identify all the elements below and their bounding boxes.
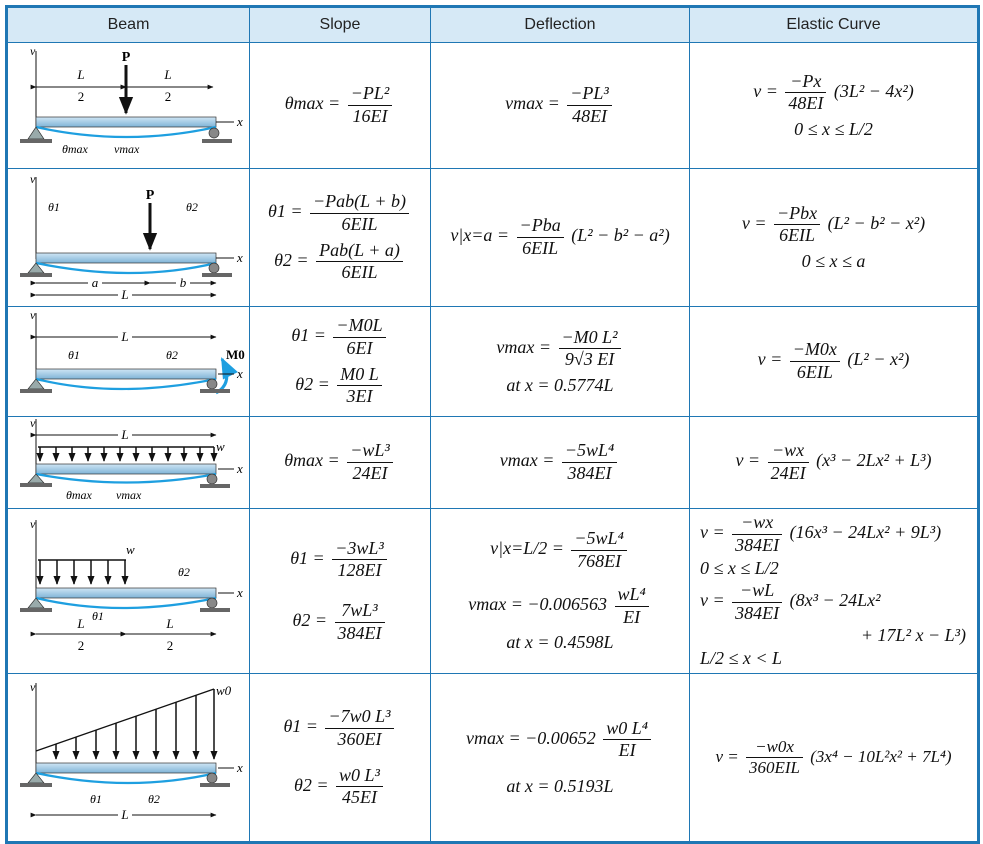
table-row — [7, 307, 979, 417]
deflection-equation-2 — [432, 584, 688, 628]
eq-lhs: θ2 = — [292, 610, 327, 631]
location-text: at x = 0.5193L — [506, 775, 614, 796]
load-label: P — [145, 188, 155, 203]
eq-lhs: θ1 = — [283, 716, 318, 737]
slope-cell — [250, 169, 431, 307]
slope-equation-1 — [251, 706, 429, 750]
numerator: −M0 L² — [559, 327, 621, 350]
denominator: 6EIL — [341, 262, 378, 283]
fraction — [768, 440, 809, 484]
denominator: 128EI — [337, 560, 382, 581]
denominator: 384EI — [567, 463, 612, 483]
eq-rest: (3L² − 4x²) — [833, 80, 914, 101]
dim1-label: L — [77, 67, 85, 82]
load-label: w — [126, 541, 135, 557]
numerator: −Pba — [517, 215, 564, 238]
deflection-cell — [431, 43, 690, 169]
eq-rest: (L² − b² − x²) — [827, 212, 926, 233]
eq-rest: (L² − x²) — [847, 349, 910, 370]
table-row — [7, 509, 979, 674]
elastic-equation — [715, 737, 951, 779]
fraction — [348, 83, 393, 127]
dim1-label: L — [77, 615, 85, 631]
eq-lhs: v = — [700, 590, 725, 611]
slope-equation-2 — [251, 765, 429, 809]
eq-rest: (L² − b² − a²) — [571, 225, 670, 246]
denominator: 6EI — [346, 337, 373, 358]
eq-lhs: θ2 = — [274, 249, 309, 270]
elastic-curve-cell — [690, 307, 979, 417]
denominator: 384EI — [735, 535, 780, 556]
table-row — [7, 169, 979, 307]
denominator: 45EI — [341, 787, 377, 808]
axis-x-label: x — [237, 114, 243, 129]
beam-diagram-point-load-offset — [8, 169, 248, 301]
denominator: 6EIL — [522, 238, 559, 258]
fraction — [732, 580, 782, 624]
distributed-load-arrow-icon — [38, 447, 214, 461]
dim1-den-label: 2 — [77, 637, 85, 653]
eq-lhs: v = — [700, 522, 725, 543]
fraction — [790, 339, 840, 383]
dim-L-label: L — [121, 807, 129, 822]
table-row — [7, 43, 979, 169]
elastic-equation-2 — [700, 580, 976, 624]
domain-text: 0 ≤ x ≤ L/2 — [794, 118, 873, 139]
axis-x-label: x — [237, 366, 243, 381]
header-deflection: Deflection — [431, 7, 690, 43]
denominator: 768EI — [577, 550, 622, 571]
slope-cell — [250, 509, 431, 674]
deflection-equation — [432, 718, 688, 762]
numerator: −PL³ — [567, 83, 612, 106]
elastic-equation — [691, 71, 976, 115]
beam-diagram-cell — [7, 417, 250, 509]
deflection-equation-1 — [432, 528, 688, 572]
fraction — [333, 315, 385, 359]
deflection-equation — [432, 327, 688, 371]
beam-diagram-uniform-load — [8, 417, 248, 503]
beam-diagram-cell — [7, 169, 250, 307]
dim-L-label: L — [121, 287, 129, 301]
dim-a-label: a — [91, 275, 99, 290]
eq-lhs: θ1 = — [290, 548, 325, 569]
fraction — [603, 718, 651, 762]
fraction — [785, 71, 826, 115]
eq-lhs: v = — [753, 80, 778, 101]
deflection-equation — [450, 215, 669, 259]
denominator: 6EIL — [779, 225, 816, 246]
numerator: −w0x — [746, 737, 803, 758]
fraction — [559, 327, 621, 371]
eq-lhs: v|x=L/2 = — [490, 538, 564, 559]
domain-text-1: 0 ≤ x ≤ L/2 — [700, 557, 779, 578]
elastic-equation-1 — [700, 512, 976, 556]
slope-equation-1 — [251, 538, 429, 582]
numerator: −M0x — [790, 339, 840, 362]
axis-x-label: x — [237, 584, 243, 600]
numerator: −wx — [732, 512, 782, 535]
vmax-label: vmax — [116, 488, 142, 502]
elastic-curve-cell — [690, 509, 979, 674]
eq-lhs: θ1 = — [268, 201, 303, 222]
eq-lhs: θ2 = — [295, 373, 330, 394]
fraction — [517, 215, 564, 259]
slope-equation-1 — [251, 315, 429, 359]
fraction — [347, 440, 393, 484]
numerator: −wL — [732, 580, 782, 603]
axis-v-label: v — [30, 172, 36, 186]
slope-equation-2 — [251, 600, 429, 644]
axis-v-label: v — [30, 308, 36, 322]
denominator: EI — [618, 740, 636, 761]
header-beam: Beam — [7, 7, 250, 43]
fraction — [562, 440, 617, 484]
fraction — [774, 203, 820, 247]
load-label: w — [216, 439, 225, 454]
beam-diagram-point-load-center — [8, 43, 248, 163]
denominator: 384EI — [337, 622, 382, 643]
slope-equation-2 — [251, 240, 429, 284]
eq-lhs: θmax = — [284, 450, 340, 471]
beam-diagram-cell — [7, 43, 250, 169]
axis-v-label: v — [30, 417, 36, 430]
axis-x-label: x — [237, 250, 243, 265]
denominator: 6EIL — [341, 213, 378, 234]
denominator: EI — [623, 606, 641, 627]
denominator: 360EI — [337, 728, 382, 749]
slope-equation-1 — [251, 191, 429, 235]
axis-x-label: x — [237, 461, 243, 476]
denominator: 9√3 EI — [564, 349, 615, 370]
axis-v-label: v — [30, 516, 36, 531]
numerator: −Px — [785, 71, 826, 94]
eq-lhs: θ1 = — [291, 325, 326, 346]
slope-equation-2 — [251, 364, 429, 408]
domain-text-2: L/2 ≤ x < L — [700, 647, 783, 668]
denominator: 16EI — [352, 106, 388, 126]
elastic-curve-cell — [690, 417, 979, 509]
deflection-cell — [431, 674, 690, 843]
numerator: Pab(L + a) — [316, 240, 403, 263]
theta2-label: θ2 — [148, 792, 160, 806]
denominator: 6EIL — [796, 362, 833, 382]
domain-text: 0 ≤ x ≤ a — [801, 250, 866, 271]
dim2-den-label: 2 — [164, 89, 172, 104]
fraction — [732, 512, 782, 556]
axis-x-label: x — [237, 760, 243, 775]
axis-v-label: v — [30, 680, 36, 694]
denominator: 3EI — [346, 386, 373, 407]
numerator: −wL³ — [347, 440, 393, 463]
elastic-equation — [691, 203, 976, 247]
fraction — [337, 364, 382, 408]
theta1-label: θ1 — [48, 200, 60, 214]
beam-diagram-cell — [7, 509, 250, 674]
header-slope: Slope — [250, 7, 431, 43]
numerator: −7w0 L³ — [325, 706, 393, 729]
elastic-equation — [758, 339, 910, 383]
elastic-continuation: + 17L² x − L³) — [860, 625, 966, 646]
denominator: 48EI — [788, 93, 824, 114]
eq-lhs: vmax = — [499, 450, 555, 471]
dim1-den-label: 2 — [77, 89, 85, 104]
axis-v-label: v — [30, 44, 36, 58]
elastic-curve-cell — [690, 169, 979, 307]
numerator: −3wL³ — [332, 538, 387, 561]
theta1-label: θ1 — [92, 608, 104, 623]
theta1-label: θ1 — [68, 348, 80, 362]
slope-cell — [250, 307, 431, 417]
numerator: wL⁴ — [615, 584, 649, 607]
deflection-cell — [431, 417, 690, 509]
denominator: 48EI — [572, 106, 608, 126]
location-text: at x = 0.5774L — [506, 374, 614, 395]
deflection-cell — [431, 509, 690, 674]
deflection-cell — [431, 169, 690, 307]
numerator: M0 L — [337, 364, 382, 387]
eq-rest: (16x³ − 24Lx² + 9L³) — [789, 522, 942, 543]
load-label: w0 — [216, 683, 232, 698]
slope-equation — [284, 440, 396, 484]
numerator: w0 L³ — [336, 765, 383, 788]
fraction — [336, 765, 383, 809]
theta2-label: θ2 — [186, 200, 198, 214]
beam-diagram-cell — [7, 674, 250, 843]
vmax-label: vmax — [114, 142, 140, 156]
beam-diagram-end-moment — [8, 307, 248, 411]
slope-cell — [250, 674, 431, 843]
dim2-den-label: 2 — [166, 637, 174, 653]
slope-cell — [250, 417, 431, 509]
dim-L-label: L — [121, 427, 129, 442]
distributed-load-arrow-icon — [36, 689, 214, 759]
theta2-label: θ2 — [178, 564, 190, 579]
eq-lhs: vmax = −0.006563 — [468, 594, 607, 615]
eq-lhs: v = — [757, 349, 783, 370]
moment-arrow-icon — [216, 359, 227, 393]
beam-diagram-cell — [7, 307, 250, 417]
beam-diagram-triangular-load — [8, 675, 248, 835]
numerator: w0 L⁴ — [603, 718, 651, 741]
numerator: 7wL³ — [335, 600, 385, 623]
fraction — [335, 600, 385, 644]
dim-L-label: L — [121, 329, 129, 344]
eq-lhs: θmax = — [284, 93, 341, 114]
slope-equation — [285, 83, 396, 127]
eq-rest: (3x⁴ − 10L²x² + 7L⁴) — [810, 746, 952, 766]
numerator: −Pab(L + b) — [310, 191, 409, 214]
beam-deflection-table — [5, 5, 980, 844]
eq-lhs: vmax = — [505, 93, 560, 114]
fraction — [615, 584, 649, 628]
denominator: 24EI — [770, 463, 806, 483]
fraction — [567, 83, 612, 127]
elastic-curve-cell — [690, 674, 979, 843]
eq-lhs: v = — [741, 212, 767, 233]
distributed-load-arrow-icon — [38, 560, 126, 584]
slope-cell — [250, 43, 431, 169]
eq-lhs: v = — [715, 746, 739, 766]
dim-b-label: b — [179, 275, 187, 290]
numerator: −Pbx — [774, 203, 820, 226]
beam-diagram-half-uniform-load — [8, 514, 248, 664]
denominator: 360EIL — [749, 758, 800, 777]
eq-rest: (8x³ − 24Lx² — [789, 590, 881, 611]
denominator: 24EI — [352, 463, 388, 483]
fraction — [332, 538, 387, 582]
numerator: −wx — [768, 440, 809, 463]
load-label: P — [121, 50, 131, 65]
deflection-cell — [431, 307, 690, 417]
table-row — [7, 674, 979, 843]
theta-label: θmax — [62, 142, 88, 156]
theta2-label: θ2 — [166, 348, 178, 362]
fraction — [316, 240, 403, 284]
fraction — [746, 737, 803, 779]
numerator: −M0L — [333, 315, 385, 338]
theta-label: θmax — [66, 488, 92, 502]
dim2-label: L — [164, 67, 172, 82]
fraction — [325, 706, 393, 750]
eq-lhs: θ2 = — [294, 774, 329, 795]
eq-lhs: v = — [735, 450, 761, 471]
numerator: −5wL⁴ — [571, 528, 626, 551]
elastic-equation — [735, 440, 931, 484]
denominator: 384EI — [735, 602, 780, 623]
numerator: −PL² — [348, 83, 393, 106]
fraction — [310, 191, 409, 235]
table-row — [7, 417, 979, 509]
eq-lhs: vmax = −0.00652 — [465, 727, 596, 748]
header-elastic-curve: Elastic Curve — [690, 7, 979, 43]
deflection-equation — [500, 440, 621, 484]
roller-support-icon — [202, 128, 232, 143]
eq-lhs: vmax = — [496, 336, 552, 357]
fraction — [571, 528, 626, 572]
header-row — [7, 7, 979, 43]
numerator: −5wL⁴ — [562, 440, 617, 463]
deflection-equation — [505, 83, 615, 127]
theta1-label: θ1 — [90, 792, 102, 806]
load-label: M0 — [226, 347, 245, 362]
eq-lhs: v|x=a = — [450, 225, 510, 246]
elastic-curve-cell — [690, 43, 979, 169]
dim2-label: L — [166, 615, 174, 631]
location-text: at x = 0.4598L — [506, 632, 614, 653]
eq-rest: (x³ − 2Lx² + L³) — [816, 450, 932, 471]
